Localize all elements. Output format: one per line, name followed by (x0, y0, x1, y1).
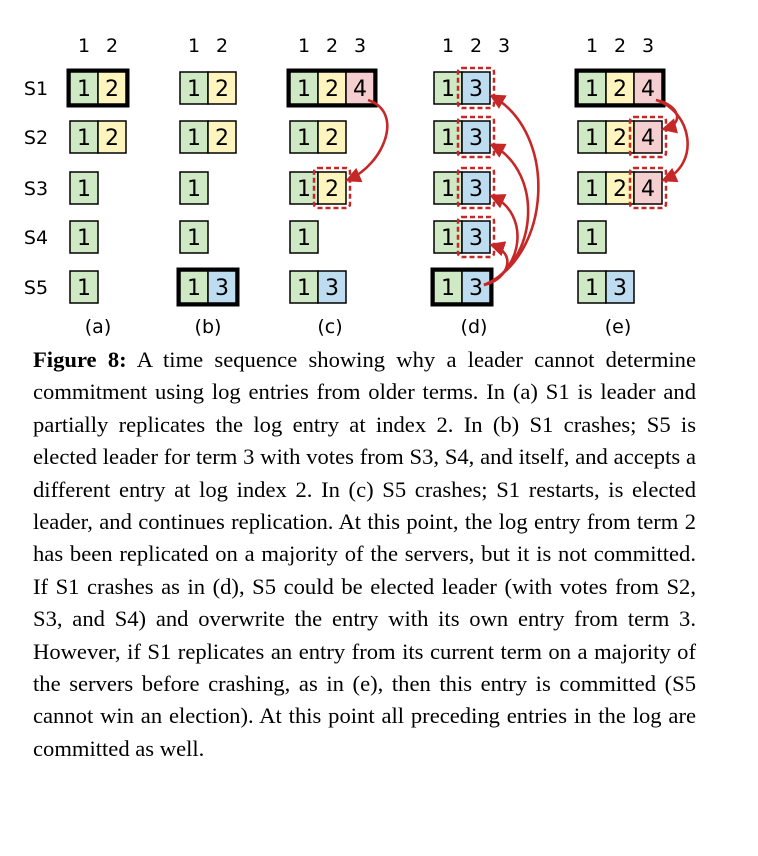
server-label-s4: S4 (23, 227, 49, 249)
log-index-label: 2 (105, 35, 119, 57)
log-entry-term-label: 2 (613, 177, 627, 202)
log-entry-term-label: 1 (297, 177, 311, 202)
log-entry-term-label: 1 (441, 126, 455, 151)
panel-label: (b) (194, 316, 222, 338)
log-entry-term-label: 1 (585, 276, 599, 301)
log-index-label: 3 (497, 35, 511, 57)
log-entry-term-label: 1 (187, 177, 201, 202)
log-entry-term-label: 1 (585, 177, 599, 202)
log-entry-term-label: 1 (441, 276, 455, 301)
log-entry-term-label: 1 (187, 126, 201, 151)
log-entry-term-label: 3 (325, 276, 339, 301)
caption-label: Figure 8: (33, 347, 127, 372)
log-entry-term-label: 2 (105, 126, 119, 151)
server-label-s5: S5 (23, 277, 49, 299)
log-entry-term-label: 1 (77, 177, 91, 202)
log-entry-term-label: 1 (187, 276, 201, 301)
log-entry-term-label: 1 (297, 276, 311, 301)
log-entry-term-label: 2 (325, 126, 339, 151)
log-index-label: 1 (441, 35, 455, 57)
log-entry-term-label: 1 (585, 126, 599, 151)
log-entry-term-label: 1 (187, 226, 201, 251)
log-entry-term-label: 1 (77, 126, 91, 151)
caption-text: A time sequence showing why a leader cannot determine commitment using log entries from older terms. In (a) S1 is leader and partially replicates the log entry at index 2. In (b) S1 crashes; S5 is elected leader for term 3 with votes from S3, S4, and itself, and accepts a different entry at log index 2. In (c) S5 crashes; S1 restarts, is elected leader, and continues replication. At this point, the log entry from term 2 has been replicated on a majority of the servers, but it is not committed. If S1 crashes as in (d), S5 could be elected leader (with votes from S2, S3, and S4) and overwrite the entry with its own entry from term 3. However, if S1 replicates an entry from its current term on a majority of the servers before crashing, as in (e), then this entry is committed (S5 cannot win an election). At this point all preceding entries in the log are committed as well. (33, 347, 696, 761)
log-index-label: 1 (297, 35, 311, 57)
log-entry-term-label: 1 (297, 77, 311, 102)
log-entry-term-label: 1 (77, 77, 91, 102)
panel-b (179, 35, 238, 338)
log-index-label: 2 (325, 35, 339, 57)
panel-c (289, 35, 388, 338)
log-entry-term-label: 3 (469, 77, 483, 102)
log-entry-term-label: 2 (215, 77, 229, 102)
log-entry-term-label: 3 (469, 177, 483, 202)
log-entry-term-label: 1 (297, 226, 311, 251)
log-entry-term-label: 4 (641, 126, 655, 151)
log-index-label: 1 (77, 35, 91, 57)
log-entry-term-label: 1 (187, 77, 201, 102)
log-entry-term-label: 2 (613, 126, 627, 151)
log-entry-term-label: 1 (585, 77, 599, 102)
log-entry-term-label: 3 (613, 276, 627, 301)
log-entry-term-label: 1 (441, 226, 455, 251)
log-entry-term-label: 1 (585, 226, 599, 251)
log-entry-term-label: 4 (353, 77, 367, 102)
log-index-label: 3 (353, 35, 367, 57)
panel-label: (e) (604, 316, 632, 338)
log-entry-term-label: 2 (325, 177, 339, 202)
log-entry-term-label: 3 (215, 276, 229, 301)
log-entry-term-label: 3 (469, 226, 483, 251)
panel-e (577, 35, 688, 338)
log-entry-term-label: 1 (297, 126, 311, 151)
log-index-label: 2 (613, 35, 627, 57)
replication-arrow (348, 100, 387, 180)
log-entry-term-label: 1 (441, 77, 455, 102)
panel-d (433, 35, 539, 338)
log-entry-term-label: 3 (469, 126, 483, 151)
log-entry-term-label: 2 (215, 126, 229, 151)
log-entry-term-label: 1 (441, 177, 455, 202)
log-entry-term-label: 4 (641, 177, 655, 202)
log-index-label: 1 (187, 35, 201, 57)
panel-label: (c) (317, 316, 343, 338)
replication-arrow (484, 96, 538, 285)
log-entry-term-label: 2 (325, 77, 339, 102)
server-label-s3: S3 (23, 178, 49, 200)
figure-8-diagram (0, 0, 758, 340)
log-entry-term-label: 2 (105, 77, 119, 102)
log-entry-term-label: 1 (77, 226, 91, 251)
log-entry-term-label: 4 (641, 77, 655, 102)
log-entry-term-label: 2 (613, 77, 627, 102)
server-label-s2: S2 (23, 127, 49, 149)
log-index-label: 2 (215, 35, 229, 57)
server-label-s1: S1 (23, 78, 49, 100)
log-entry-term-label: 3 (469, 276, 483, 301)
panel-label: (d) (460, 316, 488, 338)
log-index-label: 3 (641, 35, 655, 57)
panel-label: (a) (84, 316, 112, 338)
log-index-label: 2 (469, 35, 483, 57)
panel-a (69, 35, 128, 338)
log-entry-term-label: 1 (77, 276, 91, 301)
figure-caption (33, 344, 696, 765)
log-index-label: 1 (585, 35, 599, 57)
